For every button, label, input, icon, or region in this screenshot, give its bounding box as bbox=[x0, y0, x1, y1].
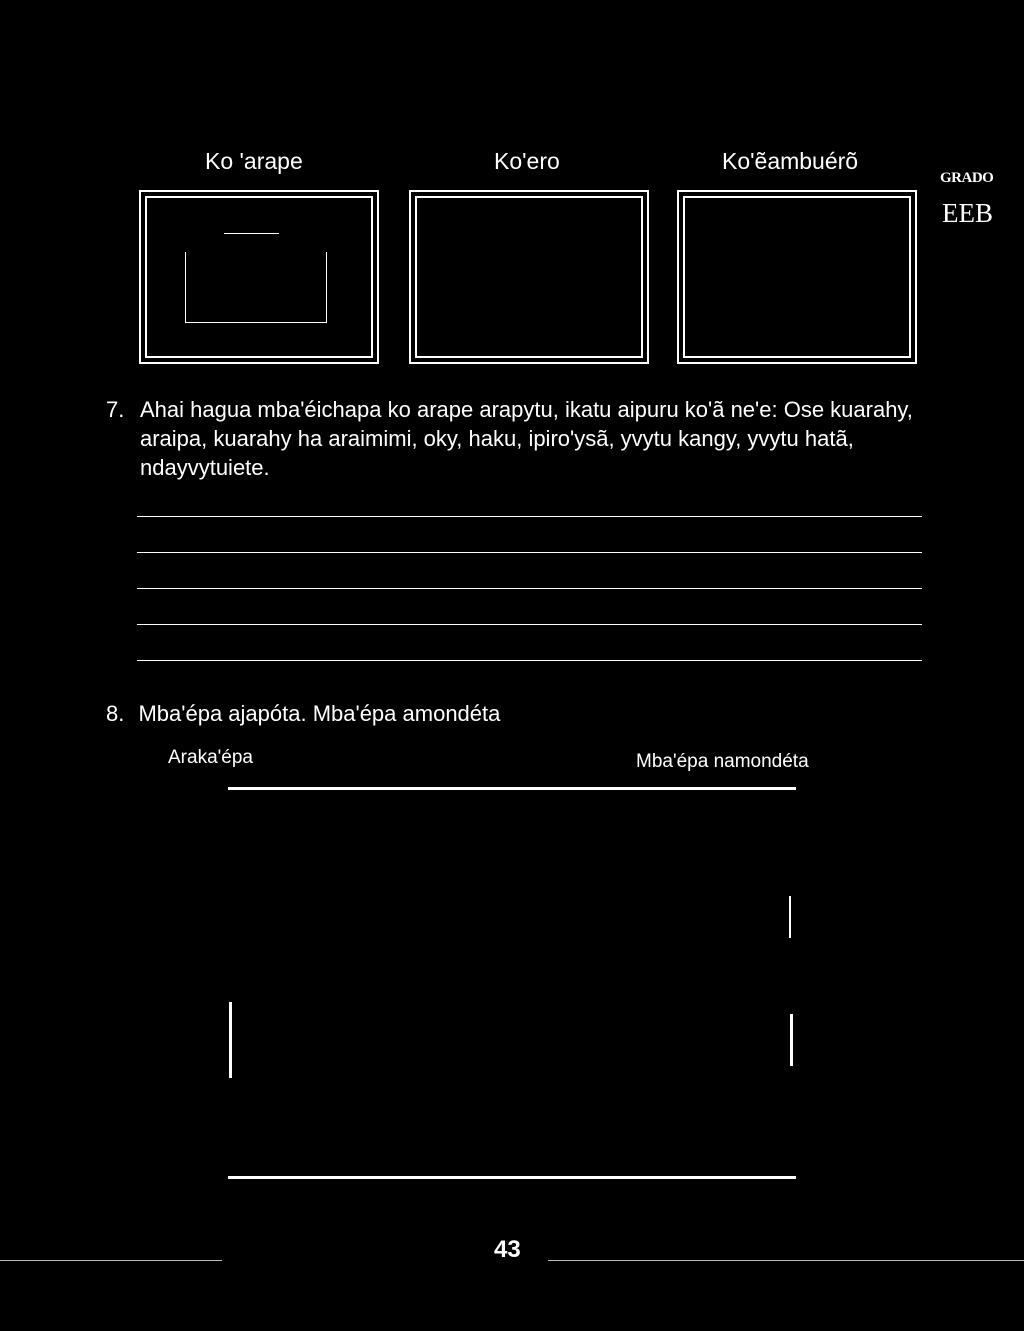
drawing-box-yesterday[interactable] bbox=[409, 190, 649, 364]
drawing-box-inner bbox=[683, 196, 911, 358]
drawing-box-inner bbox=[415, 196, 643, 358]
table-right-border bbox=[789, 896, 791, 938]
question-text: Ahai hagua mba'éichapa ko arape arapytu, ikatu aipuru ko'ã ne'e: Ose kuarahy, araipa, kuarahy ha araimimi, oky, haku, ipiro'ysã, yvytu kangy, yvytu hatã, ndayvytuiete. bbox=[140, 397, 913, 480]
table-bottom-border bbox=[228, 1176, 796, 1179]
column-label-yesterday: Ko'ero bbox=[494, 148, 560, 174]
question-number: 8. bbox=[106, 701, 125, 726]
grado-value: EEB bbox=[942, 198, 993, 228]
question-8 bbox=[106, 701, 500, 727]
answer-line[interactable] bbox=[137, 552, 922, 553]
column-label-today: Ko 'arape bbox=[205, 148, 303, 174]
column-label-not-send: Mba'épa namondéta bbox=[636, 751, 809, 772]
column-label-tomorrow: Ko'ẽambuérõ bbox=[722, 148, 859, 174]
table-left-border bbox=[229, 1002, 232, 1078]
answer-line[interactable] bbox=[137, 624, 922, 625]
grado-title: GRADO bbox=[940, 170, 994, 186]
footer-line bbox=[0, 1260, 222, 1261]
footer-line bbox=[548, 1260, 1024, 1261]
answer-line[interactable] bbox=[137, 588, 922, 589]
table-right-border bbox=[790, 1014, 793, 1066]
page-number: 43 bbox=[494, 1236, 521, 1263]
drawing-box-today[interactable] bbox=[139, 190, 379, 364]
answer-line[interactable] bbox=[137, 516, 922, 517]
column-label-when: Araka'épa bbox=[168, 747, 253, 768]
question-number: 7. bbox=[106, 397, 125, 422]
answer-line[interactable] bbox=[137, 660, 922, 661]
table-top-border bbox=[228, 787, 796, 790]
drawing-box-tomorrow[interactable] bbox=[677, 190, 917, 364]
drawing-stroke bbox=[224, 233, 279, 234]
question-text: Mba'épa ajapóta. Mba'épa amondéta bbox=[138, 701, 501, 726]
drawing-stroke bbox=[185, 252, 327, 323]
